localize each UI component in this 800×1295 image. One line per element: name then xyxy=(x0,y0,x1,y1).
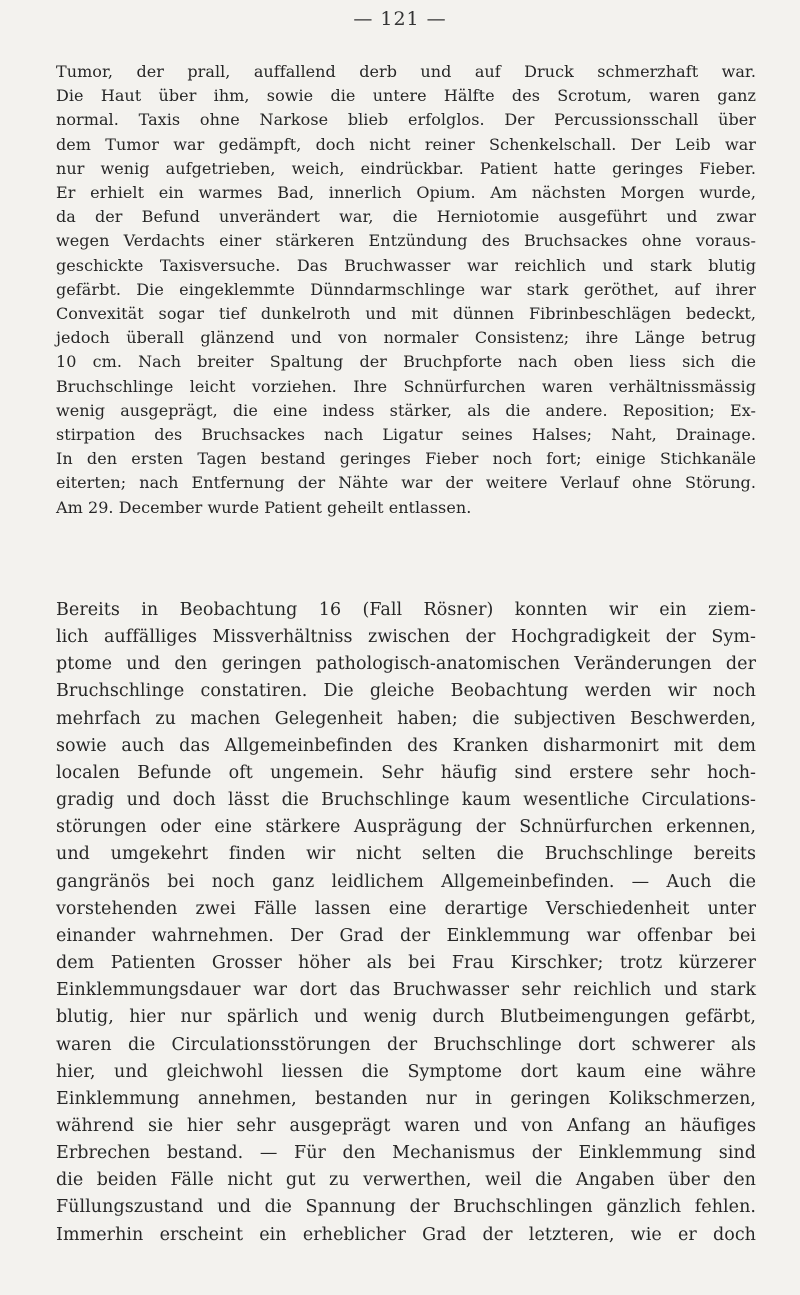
text-line: Tumor, der prall, auffallend derb und auf Druck schmerzhaft war. xyxy=(56,62,756,81)
text-line: hier, und gleichwohl liessen die Symptome dort kaum eine währe xyxy=(56,1061,756,1082)
text-line: dem Tumor war gedämpft, doch nicht reiner Schenkelschall. Der Leib war xyxy=(56,134,756,154)
text-line: Am 29. December wurde Patient geheilt entlassen. xyxy=(56,497,472,517)
text-line: einander wahrnehmen. Der Grad der Einklemmung war offenbar bei xyxy=(56,925,756,946)
text-line: 10 cm. Nach breiter Spaltung der Bruchpforte nach oben liess sich die xyxy=(56,352,756,372)
text-line: vorstehenden zwei Fälle lassen eine derartige Verschiedenheit unter xyxy=(56,898,756,919)
text-line: dem Patienten Grosser höher als bei Frau Kirschker; trotz kürzerer xyxy=(56,953,756,974)
text-line: gefärbt. Die eingeklemmte Dünndarmschlinge war stark geröthet, auf ihrer xyxy=(56,279,756,299)
text-line: Bruchschlinge leicht vorziehen. Ihre Schnürfurchen waren verhältnissmässig xyxy=(56,376,756,396)
text-line: Er erhielt ein warmes Bad, innerlich Opium. Am nächsten Morgen wurde, xyxy=(56,183,756,203)
text-line: Füllungszustand und die Spannung der Bruchschlingen gänzlich fehlen. xyxy=(56,1197,756,1218)
text-line: Bruchschlinge constatiren. Die gleiche Beobachtung werden wir noch xyxy=(56,681,756,702)
page-number: — 121 — xyxy=(353,8,447,30)
text-line: jedoch überall glänzend und von normaler Consistenz; ihre Länge betrug xyxy=(56,328,756,348)
text-line: gradig und doch lässt die Bruchschlinge kaum wesentliche Circulations- xyxy=(56,790,756,811)
text-line: während sie hier sehr ausgeprägt waren und von Anfang an häufiges xyxy=(56,1115,756,1136)
text-line: stirpation des Bruchsackes nach Ligatur seines Halses; Naht, Drainage. xyxy=(56,425,756,445)
paragraph-case-report xyxy=(56,60,756,520)
text-line: wenig ausgeprägt, die eine indess stärker, als die andere. Reposition; Ex- xyxy=(56,400,756,420)
text-line: gangränös bei noch ganz leidlichem Allgemeinbefinden. — Auch die xyxy=(56,871,756,892)
text-line: Einklemmung annehmen, bestanden nur in geringen Kolikschmerzen, xyxy=(56,1088,756,1109)
text-line: mehrfach zu machen Gelegenheit haben; die subjectiven Beschwerden, xyxy=(56,708,756,729)
paragraph-discussion xyxy=(56,597,756,1249)
text-line: localen Befunde oft ungemein. Sehr häufig sind erstere sehr hoch- xyxy=(56,762,756,783)
text-line: nur wenig aufgetrieben, weich, eindrückbar. Patient hatte geringes Fieber. xyxy=(56,158,756,178)
text-line: Convexität sogar tief dunkelroth und mit dünnen Fibrinbeschlägen bedeckt, xyxy=(56,304,756,324)
text-line: störungen oder eine stärkere Ausprägung der Schnürfurchen erkennen, xyxy=(56,817,756,838)
text-line: Bereits in Beobachtung 16 (Fall Rösner) konnten wir ein ziem- xyxy=(56,600,756,620)
text-line: da der Befund unverändert war, die Herniotomie ausgeführt und zwar xyxy=(56,207,756,227)
text-line: waren die Circulationsstörungen der Bruchschlinge dort schwerer als xyxy=(56,1034,756,1055)
text-line: wegen Verdachts einer stärkeren Entzündung des Bruchsackes ohne voraus- xyxy=(56,231,756,251)
text-line: geschickte Taxisversuche. Das Bruchwasser war reichlich und stark blutig xyxy=(56,255,756,275)
text-line: sowie auch das Allgemeinbefinden des Kranken disharmonirt mit dem xyxy=(56,735,756,756)
text-line: lich auffälliges Missverhältniss zwischen der Hochgradigkeit der Sym- xyxy=(56,627,756,648)
text-line: blutig, hier nur spärlich und wenig durch Blutbeimengungen gefärbt, xyxy=(56,1007,756,1028)
text-line: Einklemmungsdauer war dort das Bruchwasser sehr reichlich und stark xyxy=(56,980,756,1001)
text-line: normal. Taxis ohne Narkose blieb erfolglos. Der Percussionsschall über xyxy=(56,110,756,130)
text-line: In den ersten Tagen bestand geringes Fieber noch fort; einige Stichkanäle xyxy=(56,449,756,469)
text-line: Erbrechen bestand. — Für den Mechanismus der Einklemmung sind xyxy=(56,1143,756,1164)
text-line: die beiden Fälle nicht gut zu verwerthen, weil die Angaben über den xyxy=(56,1170,756,1191)
text-line: und umgekehrt finden wir nicht selten die Bruchschlinge bereits xyxy=(56,844,756,865)
text-line: Die Haut über ihm, sowie die untere Hälfte des Scrotum, waren ganz xyxy=(56,86,756,106)
text-line: ptome und den geringen pathologisch-anatomischen Veränderungen der xyxy=(56,654,756,675)
text-line: Immerhin erscheint ein erheblicher Grad der letzteren, wie er doch xyxy=(56,1224,756,1245)
text-line: eiterten; nach Entfernung der Nähte war der weitere Verlauf ohne Störung. xyxy=(56,473,756,493)
